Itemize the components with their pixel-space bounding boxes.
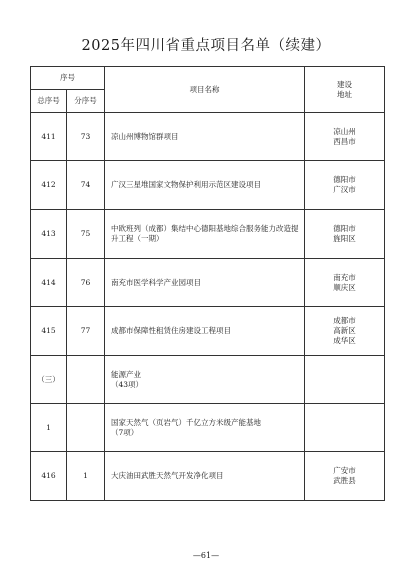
row-project-name: [105, 356, 305, 404]
row-total-no: （三）: [31, 356, 67, 404]
header-location: [305, 67, 385, 113]
row-total-no: 415: [31, 307, 67, 356]
table-row: [31, 259, 385, 307]
row-location-line: 广汉市: [333, 185, 356, 194]
row-location-line: 高新区: [333, 326, 356, 335]
category-count: （43项）: [111, 379, 144, 389]
row-location-line: 顺庆区: [333, 282, 356, 292]
row-location: [305, 452, 385, 501]
row-location: [305, 161, 385, 210]
header-location-line1: 建设: [337, 79, 352, 89]
table-row: [31, 113, 385, 161]
table-row: [31, 452, 385, 501]
header-seq: 序号: [31, 67, 105, 90]
row-location: [305, 307, 385, 356]
table-row: [31, 161, 385, 210]
row-location-line: 南充市: [333, 272, 356, 282]
row-project-name: 成都市保障性租赁住房建设工程项目: [105, 307, 305, 356]
header-total-no: 总序号: [31, 90, 67, 113]
row-location-line: 旌阳区: [333, 234, 356, 243]
row-location-line: 成都市: [333, 316, 356, 325]
header-sub-no: 分序号: [67, 90, 105, 113]
row-location-line: 德阳市: [333, 224, 356, 233]
row-location-line: 广安市: [333, 466, 356, 475]
row-location: [305, 210, 385, 259]
page-title: 2025年四川省重点项目名单（续建）: [81, 38, 331, 54]
table-row: [31, 210, 385, 259]
row-total-no: 414: [31, 259, 67, 307]
row-sub-no: [67, 404, 105, 452]
row-sub-no: 74: [67, 161, 105, 210]
row-location: [305, 259, 385, 307]
row-location: [305, 404, 385, 452]
row-sub-no: 1: [67, 452, 105, 501]
subcategory-count: （7项）: [111, 427, 139, 437]
project-table: [30, 66, 385, 501]
row-sub-no: 76: [67, 259, 105, 307]
row-location: [305, 113, 385, 161]
row-project-name: 大庆油田武胜天然气开发净化项目: [105, 452, 305, 501]
table-row-category: [31, 356, 385, 404]
subcategory-name: 国家天然气（页岩气）千亿立方米级产能基地: [111, 417, 261, 427]
row-location-line: 德阳市: [333, 175, 356, 184]
row-sub-no: 75: [67, 210, 105, 259]
row-sub-no: 77: [67, 307, 105, 356]
row-project-name: 南充市医学科学产业园项目: [105, 259, 305, 307]
header-row-1: [31, 67, 385, 90]
header-name: 项目名称: [105, 67, 305, 113]
row-total-no: 416: [31, 452, 67, 501]
row-location-line: 凉山州: [333, 126, 356, 136]
header-location-line2: 地址: [337, 89, 352, 99]
row-total-no: 1: [31, 404, 67, 452]
row-sub-no: [67, 356, 105, 404]
row-location: [305, 356, 385, 404]
row-total-no: 411: [31, 113, 67, 161]
table-row-subcategory: [31, 404, 385, 452]
row-location-line: 西昌市: [333, 136, 356, 146]
row-project-name: 中欧班列（成都）集结中心德阳基地综合服务能力改造提升工程（一期）: [105, 210, 305, 259]
category-name: 能源产业: [111, 369, 141, 379]
row-sub-no: 73: [67, 113, 105, 161]
row-project-name: [105, 404, 305, 452]
row-total-no: 412: [31, 161, 67, 210]
row-location-line: 成华区: [333, 336, 356, 345]
page-number: —61—: [192, 551, 220, 560]
row-total-no: 413: [31, 210, 67, 259]
table-row: [31, 307, 385, 356]
row-project-name: 凉山州博物馆群项目: [105, 113, 305, 161]
row-location-line: 武胜县: [333, 476, 356, 485]
row-project-name: 广汉三星堆国家文物保护利用示范区建设项目: [105, 161, 305, 210]
